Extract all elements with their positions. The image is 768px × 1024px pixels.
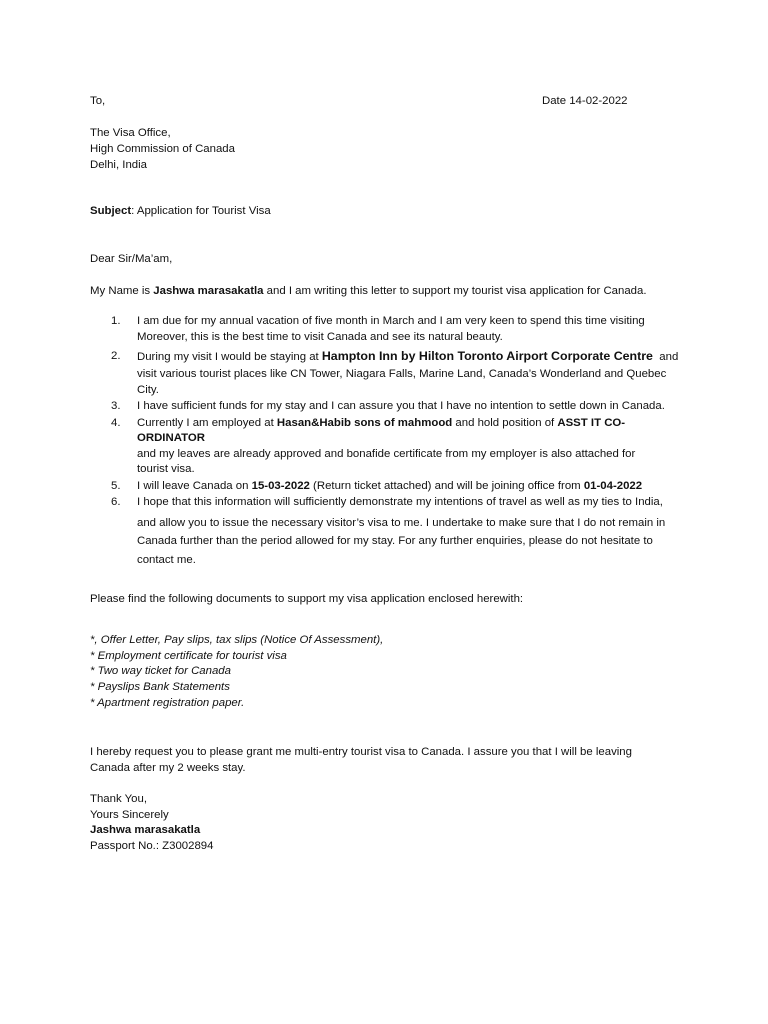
list-item: [90, 399, 690, 415]
list-text: Currently I am employed at: [137, 416, 277, 429]
list-line: [137, 416, 690, 447]
list-line: [137, 347, 690, 367]
join-date: 01-04-2022: [583, 479, 643, 492]
list-line: and allow you to issue the necessary visitor’s visa to me. I undertake to make sure that I do not remain in: [137, 516, 666, 529]
request-paragraph: [90, 744, 690, 776]
list-number: 1.: [111, 315, 121, 327]
recipient-address: [90, 125, 235, 173]
documents-list: [90, 633, 383, 712]
employer-name: Hasan&Habib sons of mahmood: [276, 416, 453, 429]
address-line-2: High Commission of Canada: [90, 143, 235, 155]
signer-name-text: Jashwa marasakatla: [90, 824, 201, 837]
list-item: [90, 479, 690, 495]
list-line: City.: [137, 383, 159, 396]
document-item: * Two way ticket for Canada: [90, 665, 231, 678]
subject-label: Subject: [90, 205, 132, 217]
list-line: visit various tourist places like CN Tower, Niagara Falls, Marine Land, Canada’s Wonderland and Quebec: [137, 368, 667, 380]
job-position: ASST IT CO-ORDINATOR: [137, 416, 626, 444]
thanks-line: Thank You,: [90, 793, 148, 805]
list-item: [90, 495, 690, 570]
list-text: I will leave Canada on: [137, 479, 252, 492]
closing-block: [90, 792, 213, 855]
list-text: and hold position of: [452, 416, 558, 429]
passport-number: Passport No.: Z3002894: [90, 840, 214, 853]
list-line: Moreover, this is the best time to visit Canada and see its natural beauty.: [137, 330, 503, 343]
list-text: During my visit I would be staying at: [137, 351, 322, 363]
list-number: 3.: [111, 400, 121, 412]
list-item: [90, 416, 690, 478]
list-line: contact me.: [137, 554, 196, 567]
request-line: I hereby request you to please grant me multi-entry tourist visa to Canada. I assure you that I will be leaving: [90, 746, 632, 758]
list-number: 4.: [111, 416, 121, 429]
applicant-name: Jashwa marasakatla: [153, 285, 264, 297]
address-line-3: Delhi, India: [90, 159, 147, 171]
list-line: [137, 479, 690, 495]
list-line: I am due for my annual vacation of five month in March and I am very keen to spend this time visiting: [137, 315, 645, 327]
request-line: Canada after my 2 weeks stay.: [90, 762, 246, 774]
salutation: Dear Sir/Ma’am,: [90, 253, 173, 265]
address-line-1: The Visa Office,: [90, 127, 171, 139]
list-text: (Return ticket attached) and will be joining office from: [309, 479, 584, 492]
document-item: * Payslips Bank Statements: [90, 681, 230, 694]
sign-off: Yours Sincerely: [90, 808, 169, 821]
list-line: I hope that this information will sufficiently demonstrate my intentions of travel as well as my ties to India,: [137, 496, 663, 508]
list-text: and: [652, 351, 679, 363]
list-line: and my leaves are already approved and bonafide certificate from my employer is also attached for: [137, 447, 636, 460]
recipient-to: To,: [90, 95, 106, 107]
intro-pre: My Name is: [90, 285, 154, 297]
list-line: Canada further than the period allowed for my stay. For any further enquiries, please do not hesitate to: [137, 535, 653, 548]
hotel-name: Hampton Inn by Hilton Toronto Airport Corporate Centre: [321, 349, 653, 363]
leave-date: 15-03-2022: [251, 479, 310, 492]
intro-post: and I am writing this letter to support my tourist visa application for Canada.: [263, 285, 647, 297]
list-line: tourist visa.: [137, 463, 195, 475]
list-item: [90, 314, 690, 345]
letter-date: Date 14-02-2022: [542, 95, 628, 107]
documents-intro: Please find the following documents to support my visa application enclosed herewith:: [90, 593, 524, 605]
subject-text: : Application for Tourist Visa: [131, 205, 271, 217]
intro-paragraph: [90, 284, 647, 299]
list-line: I have sufficient funds for my stay and I can assure you that I have no intention to settle down in Canada.: [137, 400, 665, 412]
list-number: 2.: [111, 350, 121, 362]
subject-line: [90, 204, 271, 219]
list-item: [90, 347, 690, 398]
reasons-list: [90, 314, 690, 571]
list-number: 5.: [111, 479, 121, 492]
signer-name: [90, 823, 213, 839]
document-item: * Employment certificate for tourist visa: [90, 649, 287, 662]
document-item: *, Offer Letter, Pay slips, tax slips (Notice Of Assessment),: [90, 634, 384, 646]
document-item: * Apartment registration paper.: [90, 696, 245, 709]
list-number: 6.: [111, 496, 121, 508]
